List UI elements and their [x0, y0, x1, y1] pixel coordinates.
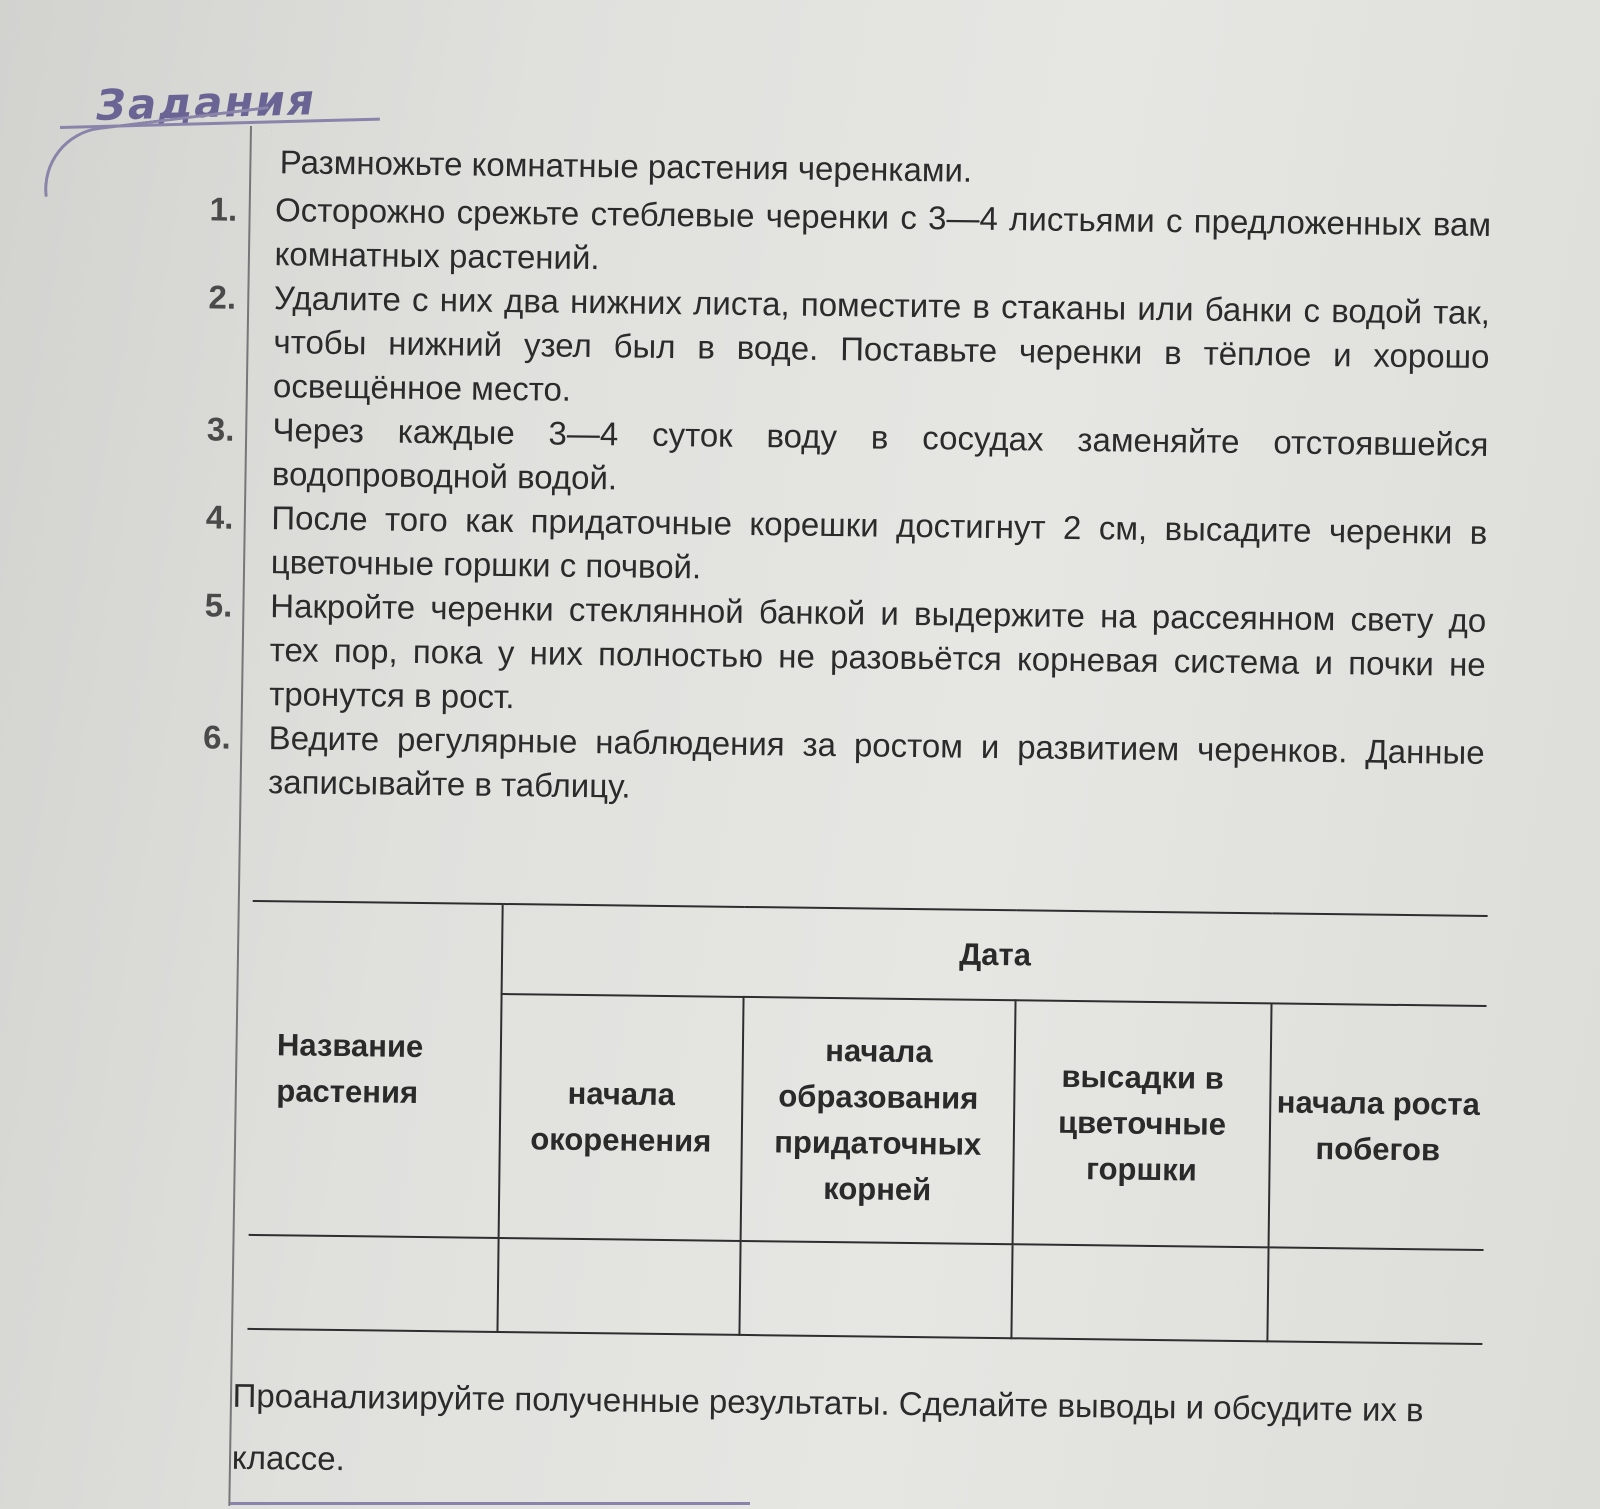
observation-table-wrapper [247, 900, 1487, 1345]
step-number: 5. [204, 586, 233, 624]
step-text: Осторожно срежьте стеблевые черенки с 3—4 листьями с предложенных вам комнатных растений. [274, 191, 1492, 277]
table-cell-root-formation-start[interactable] [739, 1241, 1012, 1338]
step-text: Через каждые 3—4 суток воду в сосудах заменяйте отстоявшейся водопроводной водой. [271, 411, 1489, 497]
table-row [247, 1235, 1483, 1344]
margin-curve-decoration [37, 106, 276, 197]
step-text: Удалите с них два нижних листа, поместите в стаканы или банки с водой так, чтобы нижний узел был в воде. Поставьте черенки в тёплое и хорошо освещённое место. [272, 279, 1491, 408]
task-intro: Размножьте комнатные растения черенками. [279, 143, 973, 189]
table-cell-potting[interactable] [1011, 1244, 1268, 1341]
step-1 [209, 188, 1492, 291]
step-text: Накройте черенки стеклянной банкой и выдержите на рассеянном свету до тех пор, пока у них полностью не разовьётся корневая система и почки не тронутся в рост. [269, 587, 1487, 716]
section-title: Задания [95, 75, 317, 130]
header-shoot-growth-start: начала роста побегов [1269, 1003, 1487, 1250]
bottom-rule [230, 1502, 750, 1505]
step-text: После того как придаточные корешки достигнут 2 см, высадите черенки в цветочные горшки с почвой. [270, 499, 1488, 586]
observation-table [247, 900, 1487, 1345]
step-3 [206, 408, 1489, 511]
header-potting: высадки в цветочные горшки [1013, 1000, 1272, 1247]
step-text: Ведите регулярные наблюдения за ростом и развитием черенков. Данные записывайте в таблицу. [267, 719, 1485, 805]
step-6 [202, 716, 1485, 819]
closing-instruction: Проанализируйте полученные результаты. Сделайте выводы и обсудите их в классе. [231, 1376, 1424, 1478]
step-number: 3. [206, 410, 235, 448]
step-number: 2. [208, 278, 237, 316]
header-plant-name: Название растения [249, 901, 503, 1238]
step-number: 6. [202, 718, 231, 756]
header-root-formation-start: начала образования придаточных корней [741, 997, 1016, 1244]
step-number: 4. [205, 498, 234, 536]
table-cell-rooting-start[interactable] [497, 1238, 740, 1335]
step-5 [204, 584, 1487, 731]
step-4 [205, 496, 1488, 599]
table-cell-shoot-growth-start[interactable] [1267, 1247, 1483, 1344]
step-number: 1. [209, 190, 238, 228]
header-date: Дата [502, 904, 1488, 1006]
task-content [202, 140, 1492, 1478]
step-2 [208, 276, 1491, 423]
table-cell-plant-name[interactable] [247, 1235, 498, 1332]
header-rooting-start: начала окоренения [499, 994, 744, 1241]
